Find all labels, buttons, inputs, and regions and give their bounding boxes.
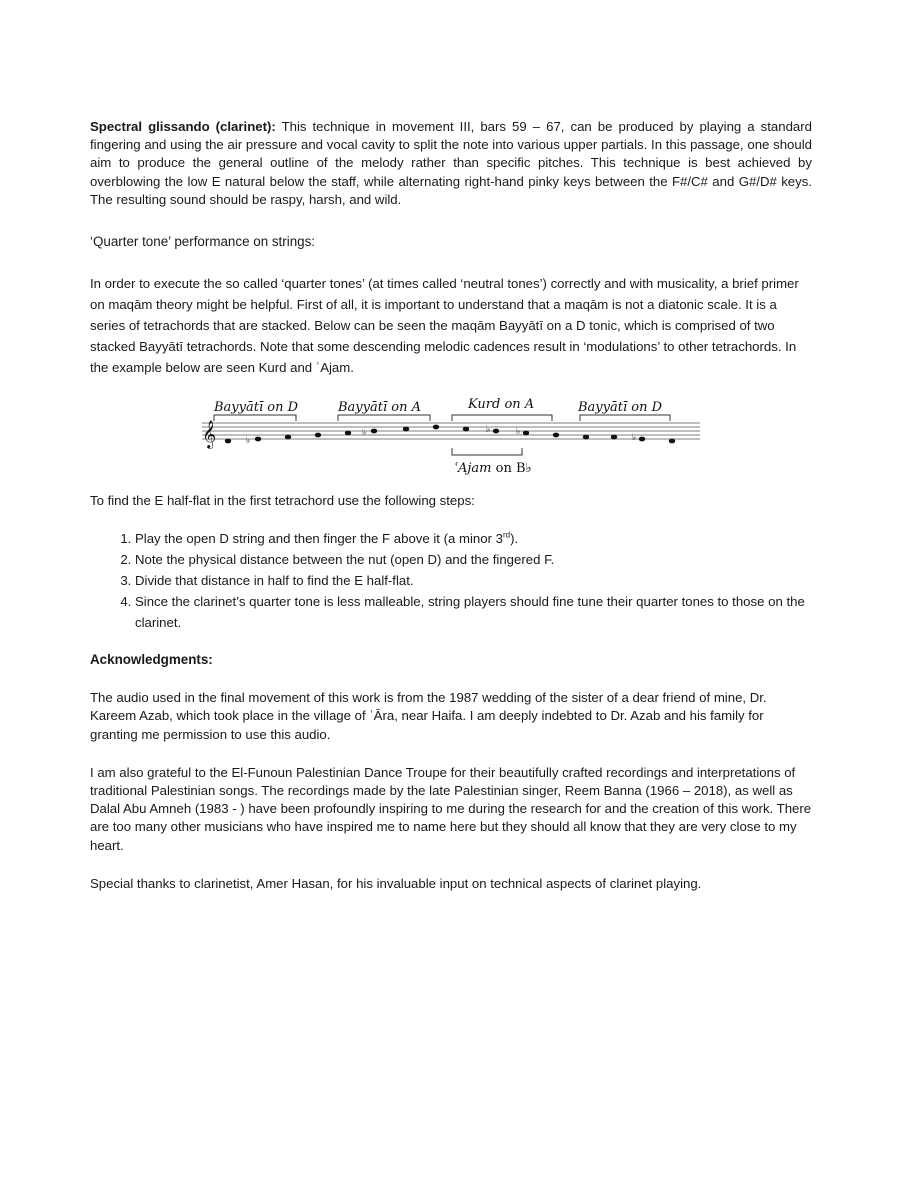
- quarter-tone-heading: ‘Quarter tone’ performance on strings:: [90, 234, 316, 250]
- label-bayyati-on-d-2: Bayyātī on D: [578, 400, 663, 416]
- flat-icon: ♭: [632, 433, 637, 444]
- staff-lines: [202, 423, 700, 439]
- note: [493, 429, 499, 434]
- note: [403, 427, 409, 432]
- label-bayyati-on-d-1: Bayyātī on D: [214, 400, 299, 416]
- acknowledgments-paragraph-3: Special thanks to clarinetist, Amer Hasan, for his invaluable input on technical aspects of clarinet playing.: [90, 875, 702, 891]
- quarter-tone-intro: In order to execute the so called ‘quarter tones’ (at times called ‘neutral tones’) correctly and with musicality, a brief primer on maqām theory might be helpful. First of all, it is important to understand that a maqām is not a diatonic scale. It is a series of tetrachords that are stacked. Below can be seen the maqām Bayyātī on a D tonic, which is comprised of two stacked Bayyātī tetrachords. Note that some descending melodic cadences result in ‘modulations’ to other tetrachords. In the example below are seen Kurd and ʿAjam.: [90, 276, 799, 376]
- acknowledgments-paragraph-1: The audio used in the final movement of this work is from the 1987 wedding of the sister of a dear friend of mine, Dr. Kareem Azab, which took place in the village of ʿĀra, near Haifa. I am deeply indebted to Dr. Azab and his family for granting me permission to use this audio.: [90, 690, 767, 742]
- document-page: [90, 118, 812, 893]
- steps-list: [90, 528, 812, 633]
- note: [225, 439, 231, 444]
- label-ajam-on-bflat: ʿAjam on B♭: [454, 461, 532, 477]
- note: [255, 437, 261, 442]
- note: [639, 437, 645, 442]
- acknowledgments-paragraph-2: I am also grateful to the El-Funoun Palestinian Dance Troupe for their beautifully crafted recordings and interpretations of traditional Palestinian songs. The recordings made by the late Palestinian singer, Reem Banna (1966 – 2018), as well as Dalal Abu Amneh (1983 - ) have been profoundly inspiring to me during the research for and the creation of this work. There are too many other musicians who have inspired me to name here but they should all know that they are very close to my heart.: [90, 764, 812, 853]
- list-item: 3. Divide that distance in half to find the E half-flat.: [135, 570, 812, 591]
- spectral-glissando-paragraph: [90, 118, 812, 209]
- treble-clef-icon: 𝄞: [202, 420, 217, 449]
- label-bayyati-on-a: Bayyātī on A: [338, 400, 421, 416]
- flat-icon: ♭: [362, 428, 367, 439]
- list-item: 4. Since the clarinet’s quarter tone is less malleable, string players should fine tune their quarter tones to those on the clarinet.: [135, 591, 812, 633]
- note: [371, 429, 377, 434]
- note: [345, 431, 351, 436]
- steps-intro: To find the E half-flat in the first tetrachord use the following steps:: [90, 493, 475, 509]
- list-item: 1. Play the open D string and then finger the F above it (a minor 3rd).: [135, 528, 812, 549]
- note: [611, 435, 617, 440]
- maqam-notation-figure: [200, 396, 702, 478]
- label-kurd-on-a: Kurd on A: [468, 397, 535, 413]
- flat-icon: ♭: [516, 427, 521, 438]
- spectral-glissando-text: This technique in movement III, bars 59 – 67, can be produced by playing a standard fingering and using the air pressure and vocal cavity to split the note into various upper partials. In this passage, one should aim to produce the general outline of the melody rather than specific pitches. This technique is best achieved by overblowing the low E natural below the staff, while alternating right-hand pinky keys between the F#/C# and G#/D# keys. The resulting sound should be raspy, harsh, and wild.: [90, 119, 812, 207]
- note: [315, 433, 321, 438]
- note: [553, 433, 559, 438]
- spectral-glissando-heading: Spectral glissando (clarinet):: [90, 119, 276, 134]
- note: [523, 431, 529, 436]
- note: [669, 439, 675, 444]
- list-item: 2. Note the physical distance between the nut (open D) and the fingered F.: [135, 549, 812, 570]
- flat-icon: ♭: [246, 436, 251, 447]
- note: [583, 435, 589, 440]
- flat-icon: ♭: [486, 425, 491, 436]
- acknowledgments-heading: Acknowledgments:: [90, 652, 213, 668]
- note: [285, 435, 291, 440]
- note: [433, 425, 439, 430]
- note: [463, 427, 469, 432]
